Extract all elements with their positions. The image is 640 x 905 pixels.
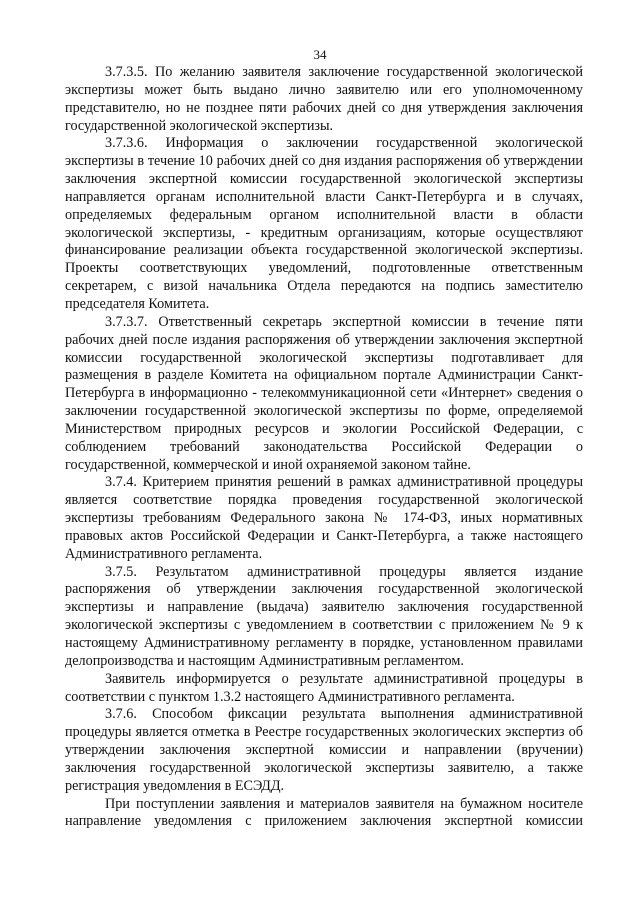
paragraph-3-7-6: 3.7.6. Способом фиксации результата выполнения административной процедуры является отметка в Реестре государственных экологических экспертиз об утверждении заключения экспертной комиссии и направлении (вручении) заключения государственной экологической экспертизы заявителю, а также регистрация уведомления в ЕСЭДД. [65,706,583,794]
document-body [65,64,583,831]
paragraph-3-7-5: 3.7.5. Результатом административной процедуры является издание распоряжения об утверждении заключения государственной экологической экспертизы и направление (выдача) заявителю заключения государственной экологической экспертизы с уведомлением в соответствии с приложением № 9 к настоящему Административному регламенту в порядке, установленном правилами делопроизводства и настоящим Административным регламентом. [65,563,583,669]
paragraph-3-7-3-5: 3.7.3.5. По желанию заявителя заключение государственной экологической экспертизы может быть выдано лично заявителю или его уполномоченному представителю, но не позднее пяти рабочих дней со дня утверждения заключения государственной экологической экспертизы. [65,64,583,134]
page-number: 34 [313,47,327,62]
paragraph-applicant-informed: Заявитель информируется о результате административной процедуры в соответствии с пунктом 1.3.2 настоящего Административного регламента. [65,670,583,705]
paragraph-3-7-3-6: 3.7.3.6. Информация о заключении государственной экологической экспертизы в течение 10 рабочих дней со дня издания распоряжения об утверждении заключения экспертной комиссии государственной экологической экспертизы направляется органам исполнительной власти Санкт-Петербурга и в случаях, определяемых федеральным органом исполнительной власти в области экологической экспертизы, - кредитным организациям, которые осуществляют финансирование реализации объекта государственной экологической экспертизы. Проекты соответствующих уведомлений, подготовленные ответственным секретарем, с визой начальника Отдела передаются на подпись заместителю председателя Комитета. [65,135,583,312]
paragraph-paper-submission: При поступлении заявления и материалов заявителя на бумажном носителе направление уведомления с приложением заключения экспертной комиссии [65,795,583,830]
paragraph-3-7-4: 3.7.4. Критерием принятия решений в рамках административной процедуры является соответствие порядка проведения государственной экологической экспертизы требованиям Федерального закона № 174-ФЗ, иных нормативных правовых актов Российской Федерации и Санкт-Петербурга, а также настоящего Административного регламента. [65,474,583,562]
paragraph-3-7-3-7: 3.7.3.7. Ответственный секретарь экспертной комиссии в течение пяти рабочих дней после издания распоряжения об утверждении заключения экспертной комиссии государственной экологической экспертизы подготавливает для размещения в разделе Комитета на официальном портале Администрации Санкт-Петербурга в информационно - телекоммуникационной сети «Интернет» сведения о заключении государственной экологической экспертизы по форме, определяемой Министерством природных ресурсов и экологии Российской Федерации, с соблюдением требований законодательства Российской Федерации о государственной, коммерческой и иной охраняемой законом тайне. [65,313,583,473]
